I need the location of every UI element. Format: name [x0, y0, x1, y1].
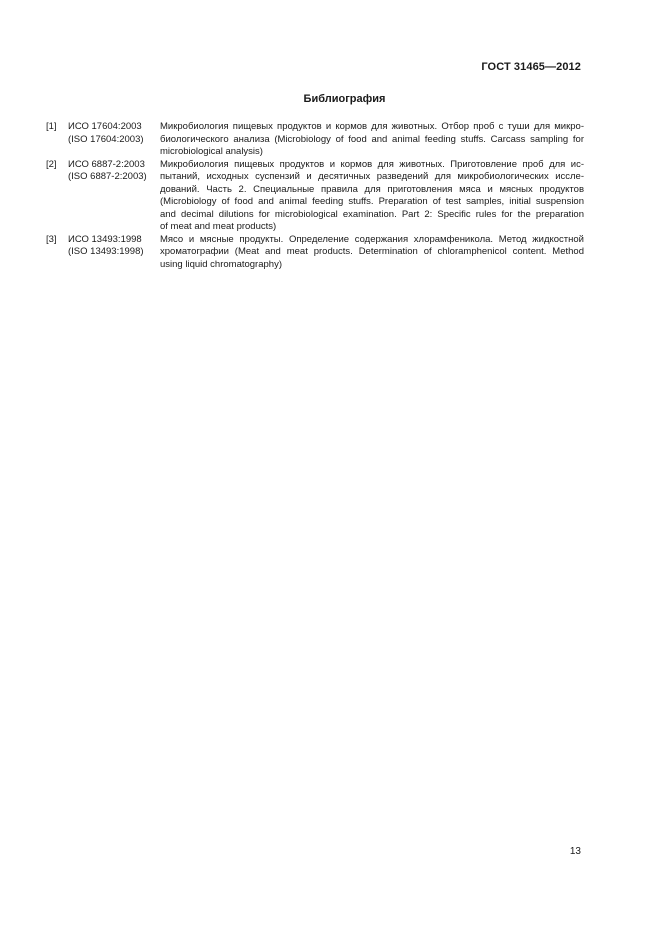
standard-code-en: (ISO 17604:2003) — [68, 133, 144, 145]
entry-text-line: Микробиология пищевых продуктов и кормов для животных. Отбор проб с туши для микро- — [160, 121, 584, 132]
entry-text-line: дований. Часть 2. Специальные правила для приготовления мяса и мясных продуктов — [160, 183, 584, 195]
entry-standard-codes — [68, 159, 160, 184]
bibliography-entry-2 — [46, 159, 584, 234]
bibliography-entry-3 — [46, 234, 584, 272]
entry-standard-codes — [68, 121, 160, 146]
entry-description — [160, 159, 584, 234]
entry-text-line: Мясо и мясные продукты. Определение содержания хлорамфеникола. Метод жидкостной — [160, 233, 584, 245]
standard-code-ru: ИСО 6887-2:2003 — [68, 158, 145, 170]
bibliography-list — [46, 121, 584, 271]
standard-code-ru: ИСО 13493:1998 — [68, 233, 142, 245]
document-code: ГОСТ 31465—2012 — [481, 61, 581, 73]
entry-text-line: хроматографии (Meat and meat products. Determination of chloramphenicol content. Method — [160, 246, 584, 257]
entry-standard-codes — [68, 234, 160, 259]
entry-number: [3] — [46, 233, 57, 245]
entry-text-line: microbiological analysis) — [160, 146, 263, 157]
standard-code-ru: ИСО 17604:2003 — [68, 121, 142, 132]
entry-description — [160, 121, 584, 159]
page-number: 13 — [569, 846, 581, 857]
entry-text-line: Микробиология пищевых продуктов и кормов для животных. Приготовление проб для ис- — [160, 158, 584, 170]
entry-text-line: пытаний, исходных суспензий и десятичных разведений для микробиологических иссле- — [160, 171, 584, 182]
bibliography-entry-1 — [46, 121, 584, 159]
entry-number: [1] — [46, 121, 57, 132]
standard-code-en: (ISO 13493:1998) — [68, 246, 144, 257]
entry-text-line: биологического анализа (Microbiology of food and animal feeding stuffs. Carcass sampling for — [160, 133, 584, 145]
entry-description — [160, 234, 584, 272]
entry-number: [2] — [46, 158, 57, 170]
entry-text-line: of meat and meat products) — [160, 221, 277, 232]
standard-code-en: (ISO 6887-2:2003) — [68, 171, 147, 182]
entry-text-line: and decimal dilutions for microbiological examination. Part 2: Specific rules for the preparation — [160, 208, 584, 220]
entry-text-line: using liquid chromatography) — [160, 258, 282, 270]
entry-text-line: (Microbiology of food and animal feeding stuffs. Preparation of test samples, initial suspension — [160, 196, 584, 207]
section-title: Библиография — [303, 93, 386, 105]
